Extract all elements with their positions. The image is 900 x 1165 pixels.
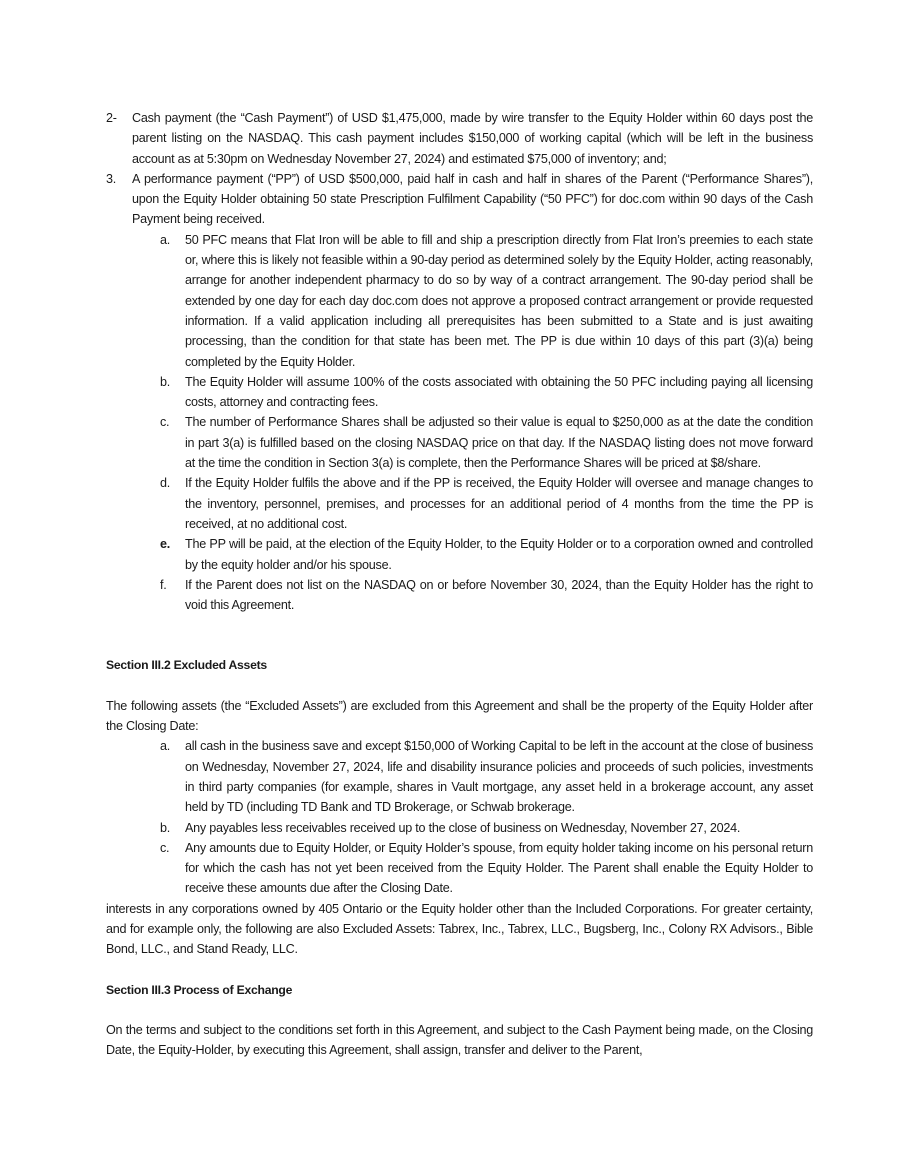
list-marker: f. xyxy=(160,577,167,592)
section-heading-process-of-exchange: Section III.3 Process of Exchange xyxy=(106,982,293,997)
list-marker: b. xyxy=(160,820,171,835)
list-marker: a. xyxy=(160,739,171,754)
process-of-exchange-body: On the terms and subject to the conditions set forth in this Agreement, and subject to the Cash Payment being made, on the Closing Date, the Equity-Holder, by executing this Agreement, shall assign, transfer and deliver to the Parent, xyxy=(106,1022,813,1058)
list-marker: c. xyxy=(160,415,170,430)
spacer xyxy=(106,676,813,696)
section-heading-excluded-assets: Section III.2 Excluded Assets xyxy=(106,658,267,673)
list-item-text: The Equity Holder will assume 100% of the costs associated with obtaining the 50 PFC including paying all licensing costs, attorney and contracting fees. xyxy=(185,374,813,410)
list-item-text: The number of Performance Shares shall be adjusted so their value is equal to $250,000 as at the date the condition in part 3(a) is fulfilled based on the closing NASDAQ price on that day. If the NASDAQ listing does not move forward at the time the condition in Section 3(a) is complete, then the Performance Shares will be priced at $8/share. xyxy=(185,415,813,471)
payment-item-cash xyxy=(106,108,813,169)
excluded-assets-intro: The following assets (the “Excluded Assets”) are excluded from this Agreement and shall be the property of the Equity Holder after the Closing Date: xyxy=(106,698,813,734)
list-item-text: A performance payment (“PP”) of USD $500,000, paid half in cash and half in shares of the Parent (“Performance Shares”), upon the Equity Holder obtaining 50 state Prescription Fulfilment Capability (“50 PFC”) for doc.com within 90 days of the Cash Payment being received. xyxy=(132,171,813,227)
list-marker: 2- xyxy=(106,111,117,125)
list-item-text: all cash in the business save and except $150,000 of Working Capital to be left in the account at the close of business on Wednesday, November 27, 2024, life and disability insurance policies and proceeds of such policies, investments in third party companies (for example, shares in Vault mortgage, any asset held in a brokerage account, any asset held by TD (including TD Bank and TD Brokerage, or Schwab brokerage. xyxy=(185,739,813,815)
spacer xyxy=(106,615,813,655)
list-item-text: Any amounts due to Equity Holder, or Equity Holder’s spouse, from equity holder taking income on his personal return for which the cash has not yet been received from the Equity Holder. The Parent shall enable the Equity Holder to receive these amounts due after the Closing Date. xyxy=(185,840,813,896)
excluded-item-c xyxy=(106,838,813,899)
list-item-text: If the Parent does not list on the NASDAQ on or before November 30, 2024, than the Equity Holder has the right to void this Agreement. xyxy=(185,577,813,613)
list-marker: a. xyxy=(160,232,171,247)
document-page xyxy=(106,108,813,1060)
list-item-text: 50 PFC means that Flat Iron will be able to fill and ship a prescription directly from Flat Iron’s preemies to each state or, where this is likely not feasible within a 90-day period as determined solely by the Equity Holder, acting reasonably, arrange for another independent pharmacy to do so by way of a contract arrangement. The 90-day period shall be extended by one day for each day doc.com does not approve a proposed contract arrangement or provide requested information. If a valid application including all prerequisites has been submitted to a State and is just awaiting processing, than the condition for that state has been met. The PP is due within 10 days of this part (3)(a) being completed by the Equity Holder. xyxy=(185,232,813,369)
performance-subitem-d xyxy=(106,473,813,534)
payment-item-performance xyxy=(106,169,813,230)
excluded-assets-closing: interests in any corporations owned by 405 Ontario or the Equity holder other than the Included Corporations. For greater certainty, and for example only, the following are also Excluded Assets: Tabrex, Inc., Tabrex, LLC., Bugsberg, Inc., Colony RX Advisors., Bible Bond, LLC., and Stand Ready, LLC. xyxy=(106,901,813,957)
performance-subitem-b xyxy=(106,372,813,413)
spacer xyxy=(106,1000,813,1020)
list-item-text: Any payables less receivables received up to the close of business on Wednesday, November 27, 2024. xyxy=(185,820,741,835)
performance-subitem-e xyxy=(106,534,813,575)
list-item-text: If the Equity Holder fulfils the above and if the PP is received, the Equity Holder will oversee and manage changes to the inventory, personnel, premises, and processes for an additional period of 4 months from the time the PP is received, at no additional cost. xyxy=(185,476,813,531)
list-marker: b. xyxy=(160,374,171,389)
list-marker: c. xyxy=(160,840,170,855)
performance-subitem-f xyxy=(106,575,813,616)
list-marker: e. xyxy=(160,537,171,552)
performance-subitem-c xyxy=(106,412,813,473)
list-marker: d. xyxy=(160,476,171,491)
list-item-text: The PP will be paid, at the election of the Equity Holder, to the Equity Holder or to a corporation owned and controlled by the equity holder and/or his spouse. xyxy=(185,537,813,572)
list-item-text: Cash payment (the “Cash Payment”) of USD $1,475,000, made by wire transfer to the Equity Holder within 60 days post the parent listing on the NASDAQ. This cash payment includes $150,000 of working capital (which will be left in the business account as at 5:30pm on Wednesday November 27, 2024) and estimated $75,000 of inventory; and; xyxy=(132,111,813,166)
excluded-item-a xyxy=(106,736,813,817)
list-marker: 3. xyxy=(106,171,117,186)
spacer xyxy=(106,960,813,980)
excluded-item-b xyxy=(106,818,813,838)
performance-subitem-a xyxy=(106,230,813,372)
